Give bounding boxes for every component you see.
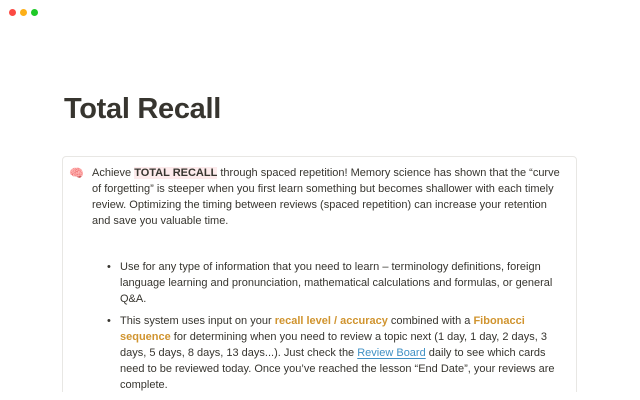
window-controls <box>9 9 38 16</box>
bullet-item-system-explanation: • This system uses input on your recall level / accuracy combined with a Fibonacci sequence for determining when you need to review a topic next (1 day, 1 day, 2 days, 3 days, 5 days, 8 days, 13 days...). Just check the Review Board daily to see which cards need to be reviewed today. Once you’ve reached the lesson “End Date”, your reviews are complete. <box>120 313 564 392</box>
close-button[interactable] <box>9 9 16 16</box>
callout-bullet-list <box>92 259 564 392</box>
page-title: Total Recall <box>64 93 222 125</box>
zoom-button[interactable] <box>31 9 38 16</box>
callout-content <box>92 165 564 392</box>
bullet-item-use-cases: • Use for any type of information that you need to learn – terminology definitions, foreign language learning and pronunciation, mathematical calculations and formulas, or general Q&A. <box>120 259 564 307</box>
minimize-button[interactable] <box>20 9 27 16</box>
review-board-link[interactable]: Review Board <box>357 347 426 359</box>
callout-block <box>62 156 577 392</box>
callout-paragraph: Achieve TOTAL RECALL through spaced repetition! Memory science has shown that the “curve of forgetting” is steeper when you first learn something but becomes shallower with each timely review. Optimizing the timing between reviews (spaced repetition) can increase your retention and save you valuable time. <box>92 167 560 227</box>
brain-icon[interactable]: 🧠 <box>69 166 84 180</box>
